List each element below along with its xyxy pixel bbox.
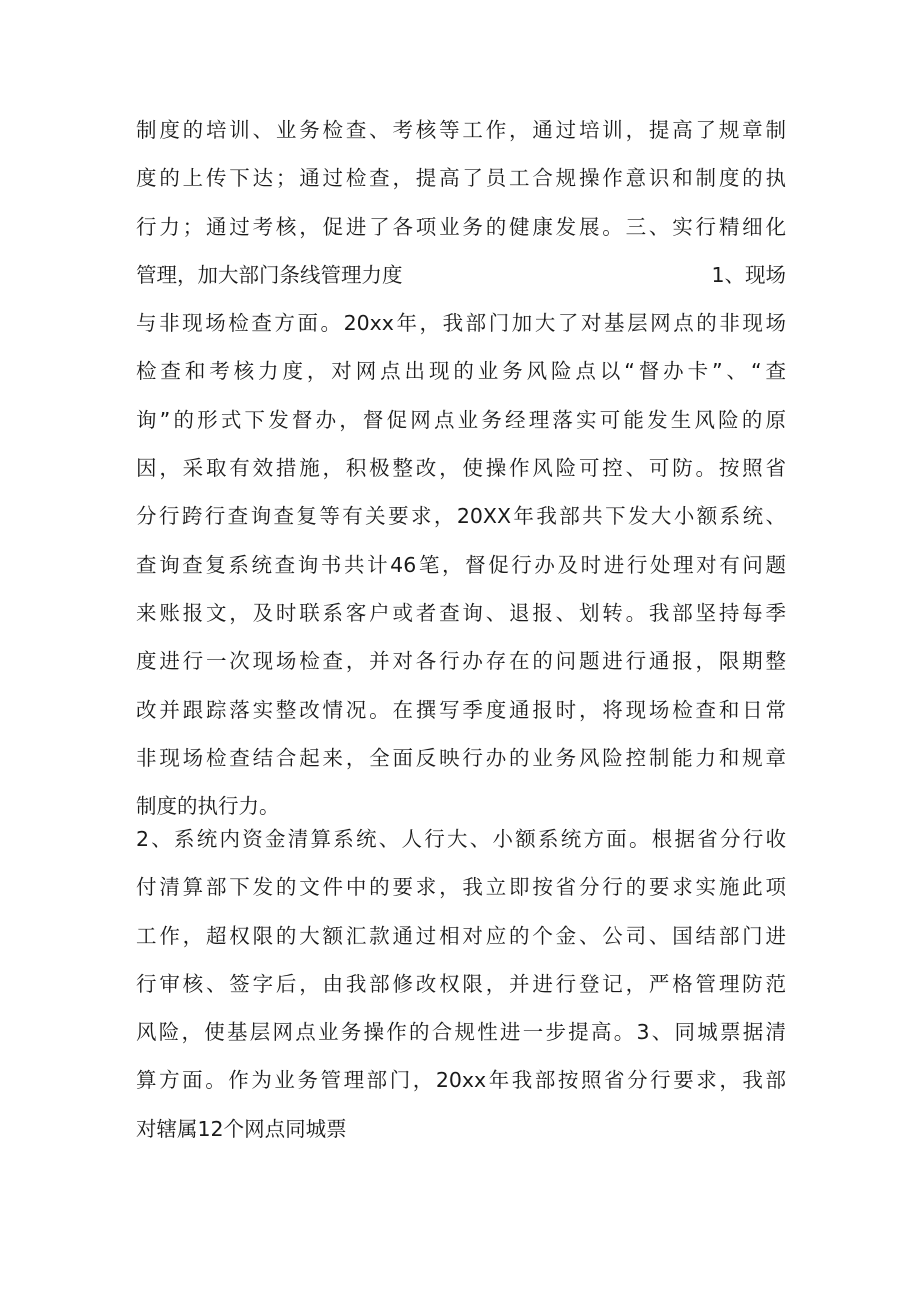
text-line: 行审核、签字后，由我部修改权限，并进行登记，严格管理防范 [136,971,786,996]
text-line: 查询查复系统查询书共计46笔，督促行办及时进行处理对有问题 [136,552,786,577]
text-line: 检查和考核力度，对网点出现的业务风险点以“督办卡”、“查 [136,359,786,384]
text-line: 2、系统内资金清算系统、人行大、小额系统方面。根据省分行收 [136,827,786,851]
subsection-number: 1、现场 [711,262,786,287]
text-line: 行力；通过考核，促进了各项业务的健康发展。三、实行精细化 [136,214,786,239]
text-line: 付清算部下发的文件中的要求，我立即按省分行的要求实施此项 [136,875,786,900]
paragraph-clearing [136,815,786,1153]
text-line: 改并跟踪落实整改情况。在撰写季度通报时，将现场检查和日常 [136,697,786,722]
text-line: 询”的形式下发督办，督促网点业务经理落实可能发生风险的原 [136,407,786,432]
text-line: 算方面。作为业务管理部门，20xx年我部按照省分行要求，我部 [136,1068,786,1093]
paragraph-inspection [136,106,786,830]
text-line: 制度的培训、业务检查、考核等工作，通过培训，提高了规章制 [136,118,786,142]
text-line: 制度的执行力。 [136,794,280,819]
text-line: 非现场检查结合起来，全面反映行办的业务风险控制能力和规章 [136,745,786,770]
text-line-split [136,251,786,299]
text-line: 度的上传下达；通过检查，提高了员工合规操作意识和制度的执 [136,166,786,191]
text-line: 因，采取有效措施，积极整改，使操作风险可控、可防。按照省 [136,456,786,481]
text-line: 度进行一次现场检查，并对各行办存在的问题进行通报，限期整 [136,649,786,674]
text-line: 风险，使基层网点业务操作的合规性进一步提高。3、同城票据清 [136,1020,786,1045]
text-line: 与非现场检查方面。20xx年，我部门加大了对基层网点的非现场 [136,311,786,336]
text-line: 对辖属12个网点同城票 [136,1116,347,1141]
section-heading-text: 管理，加大部门条线管理力度 [136,262,403,287]
text-line: 分行跨行查询查复等有关要求，20XX年我部共下发大小额系统、 [136,504,786,529]
text-line: 工作，超权限的大额汇款通过相对应的个金、公司、国结部门进 [136,923,786,948]
text-line: 来账报文，及时联系客户或者查询、退报、划转。我部坚持每季 [136,600,786,625]
